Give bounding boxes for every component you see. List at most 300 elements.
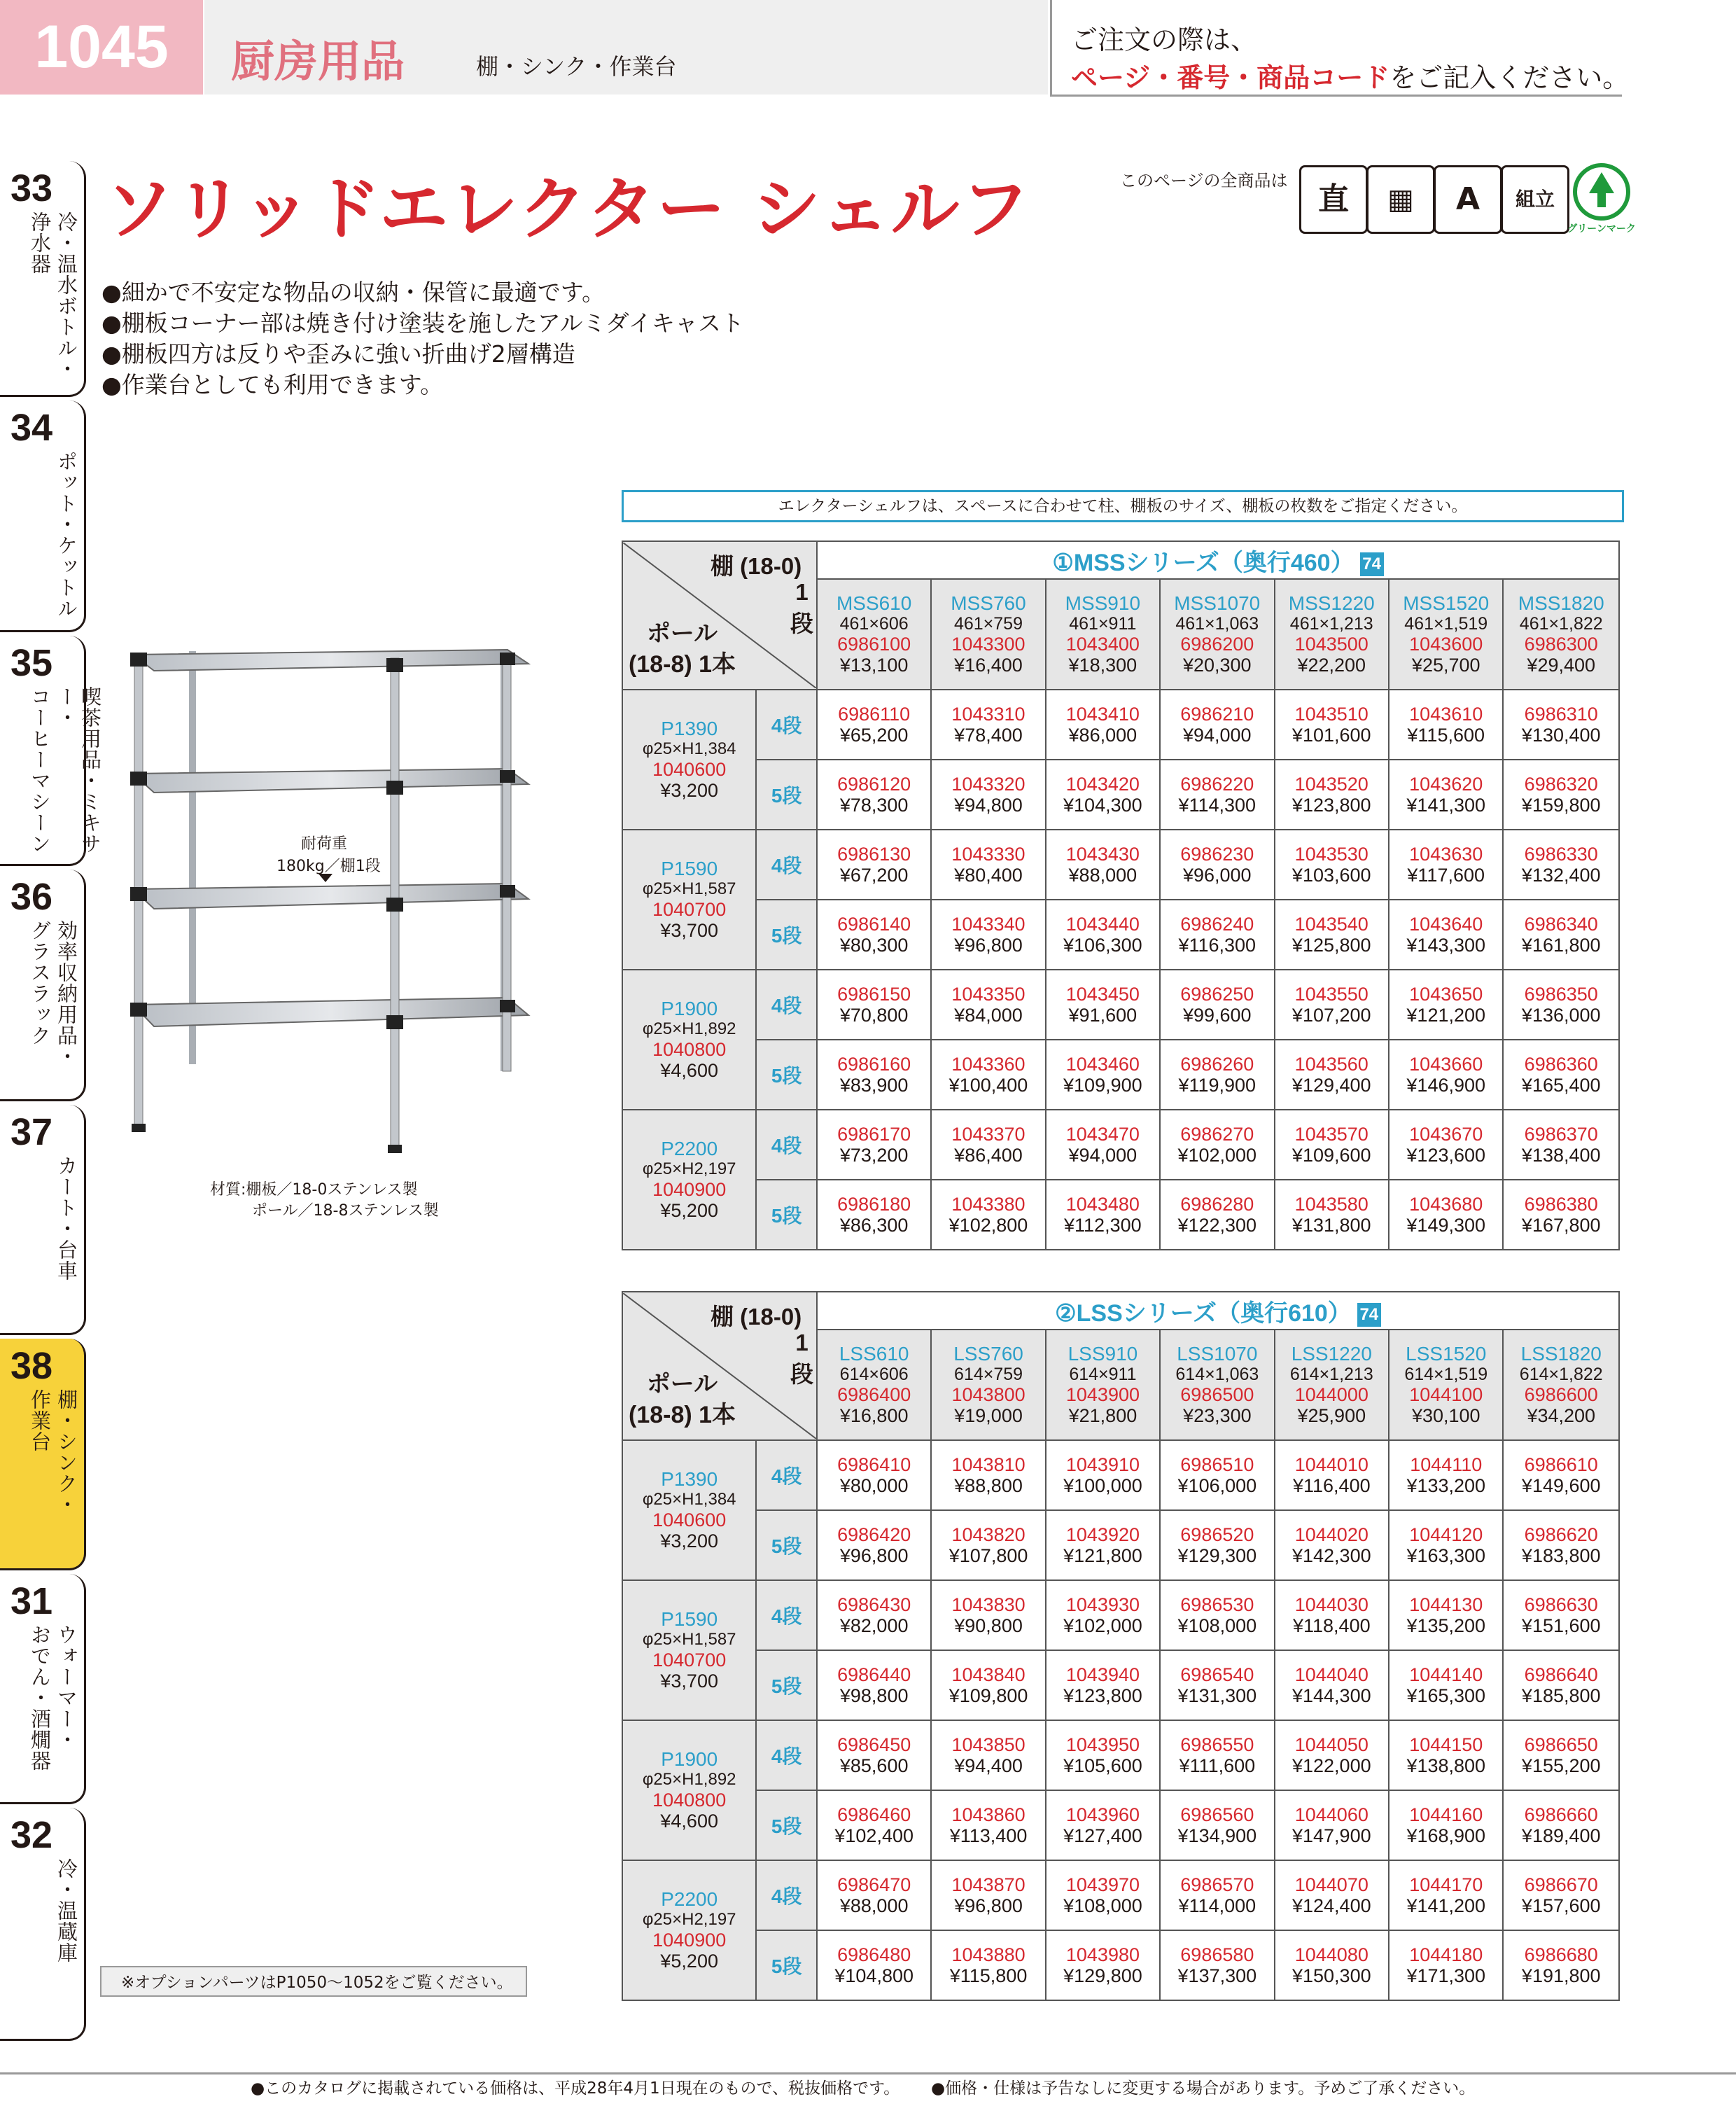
- step-count: 4段: [756, 970, 817, 1040]
- pole-code: P2200: [661, 1138, 718, 1159]
- set-price-cell: [1275, 690, 1389, 760]
- set-product-code: 1044050: [1294, 1734, 1368, 1755]
- index-tab-number: 37: [10, 1111, 53, 1153]
- set-price: ¥149,600: [1521, 1475, 1601, 1496]
- set-price: ¥106,000: [1177, 1475, 1257, 1496]
- set-price-cell: [1389, 1580, 1503, 1650]
- table-row: [622, 690, 1619, 760]
- set-product-code: 1043340: [951, 914, 1026, 935]
- set-product-code: 1043320: [951, 774, 1026, 795]
- set-price-cell: [1160, 1930, 1274, 2000]
- pole-cell: [622, 690, 756, 830]
- set-product-code: 6986250: [1180, 984, 1254, 1005]
- model-size: 461×1,822: [1519, 614, 1603, 634]
- set-product-code: 1044040: [1294, 1664, 1368, 1685]
- set-price-cell: [1160, 760, 1274, 830]
- table-row: [622, 1510, 1619, 1580]
- set-price-cell: [931, 900, 1045, 970]
- set-price: ¥191,800: [1521, 1965, 1601, 1986]
- set-price-cell: [1046, 690, 1160, 760]
- set-product-code: 1043640: [1409, 914, 1483, 935]
- model-price: ¥25,900: [1297, 1405, 1366, 1426]
- set-product-code: 1044120: [1409, 1524, 1483, 1545]
- set-product-code: 1043950: [1065, 1734, 1140, 1755]
- set-product-code: 6986170: [837, 1124, 911, 1145]
- set-product-code: 6986520: [1180, 1524, 1254, 1545]
- pole-price: ¥3,200: [660, 780, 718, 801]
- index-tab-38: [0, 1339, 86, 1570]
- set-product-code: 1043670: [1409, 1124, 1483, 1145]
- step-count: 5段: [756, 1040, 817, 1110]
- step-count: 4段: [756, 1440, 817, 1510]
- model-price: ¥20,300: [1182, 655, 1252, 676]
- table-row: [622, 1180, 1619, 1250]
- index-tab-label: 冷・温水ボトル・: [55, 211, 78, 379]
- pole-cell: [622, 1720, 756, 1860]
- set-product-code: 1043880: [951, 1944, 1026, 1965]
- set-product-code: 1043460: [1065, 1054, 1140, 1075]
- set-price-cell: [1275, 1440, 1389, 1510]
- model-product-code: 1043600: [1409, 634, 1483, 655]
- footer-note-changes: ●価格・仕様は予告なしに変更する場合があります。予めご了承ください。: [931, 2079, 1476, 2098]
- step-count: 5段: [756, 760, 817, 830]
- index-tab-label: ポット・ケットル: [55, 451, 78, 619]
- selection-notice: エレクターシェルフは、スペースに合わせて柱、棚板のサイズ、棚板の枚数をご指定ください。: [622, 490, 1624, 522]
- set-price: ¥86,400: [954, 1145, 1023, 1166]
- set-price-cell: [1046, 1650, 1160, 1720]
- table-row: [622, 1790, 1619, 1860]
- set-price-cell: [1389, 1110, 1503, 1180]
- set-product-code: 1043520: [1294, 774, 1368, 795]
- set-price: ¥96,000: [1182, 865, 1252, 886]
- set-product-code: 6986630: [1524, 1594, 1598, 1615]
- model-cell: [817, 1330, 931, 1440]
- index-tab-label: 棚・シンク・: [55, 1389, 78, 1515]
- set-product-code: 1043680: [1409, 1194, 1483, 1215]
- set-price: ¥116,300: [1178, 935, 1256, 956]
- material-shelf: 材質:棚板／18-0ステンレス製: [210, 1181, 418, 1199]
- set-product-code: 6986240: [1180, 914, 1254, 935]
- set-price-cell: [1503, 1790, 1619, 1860]
- set-product-code: 1044030: [1294, 1594, 1368, 1615]
- set-price-cell: [1503, 1110, 1619, 1180]
- set-price-cell: [931, 1040, 1045, 1110]
- set-price: ¥121,800: [1063, 1545, 1142, 1566]
- set-price-cell: [1046, 1720, 1160, 1790]
- model-price: ¥25,700: [1411, 655, 1480, 676]
- set-price: ¥141,200: [1406, 1895, 1486, 1916]
- pole-size: φ25×H1,384: [642, 1490, 736, 1509]
- model-code: MSS910: [1065, 592, 1141, 614]
- set-price-cell: [1275, 1720, 1389, 1790]
- set-product-code: 6986130: [837, 844, 911, 865]
- set-product-code: 6986570: [1180, 1874, 1254, 1895]
- set-price: ¥90,800: [954, 1615, 1023, 1636]
- set-product-code: 6986220: [1180, 774, 1254, 795]
- table-row: [622, 1860, 1619, 1930]
- table-row: [622, 1040, 1619, 1110]
- green-mark-icon: [1565, 162, 1638, 235]
- table-row: [622, 1720, 1619, 1790]
- set-price-cell: [1160, 1790, 1274, 1860]
- set-price: ¥122,000: [1292, 1755, 1371, 1776]
- set-price: ¥147,900: [1292, 1825, 1371, 1846]
- set-price: ¥134,900: [1177, 1825, 1257, 1846]
- set-product-code: 1043850: [951, 1734, 1026, 1755]
- pole-label-b: (18-8) 1本: [629, 1402, 736, 1428]
- set-price-cell: [1503, 1440, 1619, 1510]
- pole-size: φ25×H1,892: [642, 1019, 736, 1038]
- pole-size: φ25×H1,587: [642, 1630, 736, 1649]
- set-price: ¥88,000: [1068, 865, 1138, 886]
- set-product-code: 6986640: [1524, 1664, 1598, 1685]
- set-price-cell: [1389, 1860, 1503, 1930]
- set-price: ¥109,600: [1292, 1145, 1371, 1166]
- set-price: ¥167,800: [1521, 1215, 1601, 1236]
- step-count: 5段: [756, 1510, 817, 1580]
- set-product-code: 1043860: [951, 1804, 1026, 1825]
- direct-ship-icon: 直: [1299, 165, 1368, 234]
- set-price-cell: [1160, 1720, 1274, 1790]
- set-product-code: 1044060: [1294, 1804, 1368, 1825]
- page-ref-badge: 74: [1360, 552, 1384, 576]
- model-code: LSS610: [839, 1343, 909, 1365]
- set-price: ¥96,800: [954, 1895, 1023, 1916]
- set-price: ¥123,800: [1063, 1685, 1142, 1706]
- set-price: ¥165,300: [1406, 1685, 1486, 1706]
- pole-cell: [622, 830, 756, 970]
- order-notice-rest: をご記入ください。: [1390, 62, 1630, 93]
- set-product-code: 6986470: [837, 1874, 911, 1895]
- set-price-cell: [817, 1720, 931, 1790]
- pole-price: ¥4,600: [660, 1811, 718, 1832]
- set-price-cell: [1160, 1040, 1274, 1110]
- set-price: ¥86,000: [1068, 725, 1138, 746]
- set-product-code: 6986530: [1180, 1594, 1254, 1615]
- set-price-cell: [1160, 1110, 1274, 1180]
- pole-product-code: 1040900: [652, 1179, 727, 1200]
- set-price: ¥113,400: [949, 1825, 1028, 1846]
- set-price: ¥114,300: [1178, 795, 1256, 816]
- pole-product-code: 1040800: [652, 1039, 727, 1060]
- model-size: 614×1,519: [1404, 1365, 1488, 1384]
- step-count: 5段: [756, 1930, 817, 2000]
- green-mark-label: グリーンマーク: [1567, 223, 1636, 235]
- set-product-code: 1043940: [1065, 1664, 1140, 1685]
- set-product-code: 6986280: [1180, 1194, 1254, 1215]
- model-cell: [1046, 579, 1160, 690]
- index-tab-33: [0, 161, 86, 397]
- page-ref-badge: 74: [1357, 1303, 1381, 1327]
- order-notice-line1: ご注文の際は、: [1071, 25, 1258, 55]
- set-price-cell: [931, 1650, 1045, 1720]
- set-price-cell: [1160, 830, 1274, 900]
- set-price: ¥82,000: [839, 1615, 909, 1636]
- set-product-code: 1043960: [1065, 1804, 1140, 1825]
- set-product-code: 6986650: [1524, 1734, 1598, 1755]
- set-product-code: 1043480: [1065, 1194, 1140, 1215]
- set-price: ¥131,300: [1177, 1685, 1257, 1706]
- model-product-code: 6986600: [1524, 1384, 1598, 1405]
- set-price-cell: [817, 1110, 931, 1180]
- set-price-cell: [931, 970, 1045, 1040]
- set-price-cell: [931, 760, 1045, 830]
- index-tab-34: [0, 400, 86, 632]
- set-price-cell: [1160, 970, 1274, 1040]
- set-price-cell: [817, 1180, 931, 1250]
- set-product-code: 6986410: [837, 1454, 911, 1475]
- index-tab-label: おでん・酒燗器: [28, 1624, 52, 1771]
- set-price-cell: [1046, 900, 1160, 970]
- set-price: ¥163,300: [1406, 1545, 1486, 1566]
- set-price: ¥109,800: [948, 1685, 1028, 1706]
- model-cell: [1503, 579, 1619, 690]
- set-price-cell: [1389, 1930, 1503, 2000]
- set-price-cell: [1160, 690, 1274, 760]
- set-product-code: 6986680: [1524, 1944, 1598, 1965]
- series-name: ②LSSシリーズ（奥行610）: [1055, 1299, 1352, 1327]
- model-code: LSS1520: [1406, 1343, 1487, 1365]
- footer-note-prices: ●このカタログに掲載されている価格は、平成28年4月1日現在のもので、税抜価格です。: [251, 2079, 900, 2098]
- set-product-code: 6986260: [1180, 1054, 1254, 1075]
- set-price: ¥168,900: [1406, 1825, 1486, 1846]
- step-count: 4段: [756, 1860, 817, 1930]
- set-price-cell: [1389, 760, 1503, 830]
- set-product-code: 1044010: [1294, 1454, 1368, 1475]
- set-price-cell: [1503, 830, 1619, 900]
- pole-size: φ25×H1,384: [642, 739, 736, 758]
- index-tab-label: ウォーマー・: [55, 1624, 78, 1750]
- set-product-code: 1044150: [1409, 1734, 1483, 1755]
- set-price: ¥107,800: [948, 1545, 1028, 1566]
- step-count: 4段: [756, 830, 817, 900]
- pole-cell: [622, 970, 756, 1110]
- model-product-code: 6986300: [1524, 634, 1598, 655]
- set-price: ¥83,900: [839, 1075, 909, 1096]
- model-cell: [1389, 579, 1503, 690]
- pole-size: φ25×H1,892: [642, 1770, 736, 1789]
- set-price: ¥98,800: [839, 1685, 909, 1706]
- set-price-cell: [1046, 830, 1160, 900]
- pole-price: ¥4,600: [660, 1060, 718, 1081]
- index-tab-number: 33: [10, 167, 53, 209]
- pole-price: ¥3,200: [660, 1530, 718, 1551]
- set-price: ¥78,400: [954, 725, 1023, 746]
- set-price: ¥94,400: [954, 1755, 1023, 1776]
- calculator-icon: ▦: [1366, 165, 1435, 234]
- pole-label-a: ポール: [646, 1371, 718, 1397]
- step-count: 5段: [756, 1180, 817, 1250]
- table-row: [622, 970, 1619, 1040]
- set-product-code: 1043970: [1065, 1874, 1140, 1895]
- model-product-code: 1043300: [951, 634, 1026, 655]
- model-product-code: 1044100: [1409, 1384, 1483, 1405]
- set-price: ¥150,300: [1292, 1965, 1371, 1986]
- set-product-code: 1043330: [951, 844, 1026, 865]
- pole-product-code: 1040800: [652, 1790, 727, 1811]
- set-price-cell: [931, 1930, 1045, 2000]
- model-size: 461×1,519: [1404, 614, 1488, 634]
- model-cell: [1275, 1330, 1389, 1440]
- set-product-code: 1043920: [1065, 1524, 1140, 1545]
- step-count: 5段: [756, 1790, 817, 1860]
- set-price: ¥104,300: [1063, 795, 1142, 816]
- set-price: ¥94,000: [1068, 1145, 1138, 1166]
- set-price-cell: [1275, 970, 1389, 1040]
- model-product-code: 1043400: [1065, 634, 1140, 655]
- set-price-cell: [1046, 1790, 1160, 1860]
- index-tab-label: 喫茶用品・ミキサー・: [55, 686, 102, 854]
- set-price: ¥84,000: [954, 1005, 1023, 1026]
- set-product-code: 6986330: [1524, 844, 1598, 865]
- set-product-code: 6986670: [1524, 1874, 1598, 1895]
- set-price: ¥146,900: [1406, 1075, 1486, 1096]
- set-price-cell: [1046, 1510, 1160, 1580]
- set-price: ¥105,600: [1063, 1755, 1142, 1776]
- set-price-cell: [1275, 1860, 1389, 1930]
- model-size: 461×1,213: [1289, 614, 1373, 634]
- step-count: 5段: [756, 1650, 817, 1720]
- set-product-code: 6986370: [1524, 1124, 1598, 1145]
- set-product-code: 6986430: [837, 1594, 911, 1615]
- pole-size: φ25×H2,197: [642, 1159, 736, 1178]
- set-product-code: 6986610: [1524, 1454, 1598, 1475]
- set-price-cell: [931, 1180, 1045, 1250]
- set-product-code: 1043610: [1409, 704, 1483, 725]
- set-price: ¥109,900: [1063, 1075, 1142, 1096]
- set-price-cell: [1046, 1040, 1160, 1110]
- set-product-code: 1043910: [1065, 1454, 1140, 1475]
- model-product-code: 1043500: [1294, 634, 1368, 655]
- set-price: ¥103,600: [1292, 865, 1371, 886]
- model-cell: [1160, 1330, 1274, 1440]
- model-code: LSS910: [1068, 1343, 1138, 1365]
- model-size: 461×759: [953, 614, 1023, 634]
- set-product-code: 6986120: [837, 774, 911, 795]
- model-code: MSS1820: [1518, 592, 1604, 614]
- load-value: 180kg／棚1段: [276, 858, 381, 875]
- set-price: ¥102,000: [1063, 1615, 1142, 1636]
- set-price-cell: [1275, 830, 1389, 900]
- index-tab-35: [0, 636, 102, 866]
- set-price: ¥135,200: [1406, 1615, 1486, 1636]
- set-price-cell: [1275, 1040, 1389, 1110]
- set-product-code: 6986380: [1524, 1194, 1598, 1215]
- set-price-cell: [1275, 1510, 1389, 1580]
- model-cell: [1160, 579, 1274, 690]
- model-code: LSS1820: [1520, 1343, 1602, 1365]
- set-price-cell: [1503, 1720, 1619, 1790]
- step-count: 4段: [756, 1110, 817, 1180]
- pole-price: ¥5,200: [660, 1200, 718, 1221]
- set-product-code: 1043620: [1409, 774, 1483, 795]
- feature-1: ●細かで不安定な物品の収納・保管に最適です。: [102, 279, 606, 306]
- set-price-cell: [1503, 970, 1619, 1040]
- set-price-cell: [1046, 1110, 1160, 1180]
- pole-code: P2200: [661, 1888, 718, 1910]
- table-row: [622, 1650, 1619, 1720]
- model-size: 461×606: [839, 614, 909, 634]
- set-product-code: 1044160: [1409, 1804, 1483, 1825]
- model-size: 614×1,213: [1289, 1365, 1373, 1384]
- pole-size: φ25×H2,197: [642, 1910, 736, 1929]
- assembly-icon: 組立: [1501, 165, 1569, 234]
- set-price: ¥155,200: [1521, 1755, 1601, 1776]
- model-product-code: 6986400: [837, 1384, 911, 1405]
- set-price-cell: [817, 830, 931, 900]
- model-product-code: 1043800: [951, 1384, 1026, 1405]
- set-price: ¥142,300: [1292, 1545, 1371, 1566]
- set-price-cell: [931, 1510, 1045, 1580]
- set-price: ¥114,000: [1178, 1895, 1256, 1916]
- set-price: ¥161,800: [1521, 935, 1601, 956]
- pole-product-code: 1040600: [652, 759, 727, 780]
- set-price-cell: [1389, 1040, 1503, 1110]
- set-product-code: 6986480: [837, 1944, 911, 1965]
- set-price-cell: [1160, 1860, 1274, 1930]
- index-tab-label: 効率収納用品・: [55, 920, 78, 1067]
- set-price-cell: [931, 690, 1045, 760]
- set-price: ¥106,300: [1063, 935, 1142, 956]
- model-size: 461×1,063: [1175, 614, 1259, 634]
- set-price: ¥99,600: [1182, 1005, 1252, 1026]
- feature-3: ●棚板四方は反りや歪みに強い折曲げ2層構造: [102, 340, 575, 368]
- set-product-code: 1044140: [1409, 1664, 1483, 1685]
- model-product-code: 6986500: [1180, 1384, 1254, 1405]
- set-product-code: 1043370: [951, 1124, 1026, 1145]
- set-price: ¥115,600: [1407, 725, 1485, 746]
- set-price: ¥96,800: [839, 1545, 909, 1566]
- set-price: ¥136,000: [1521, 1005, 1601, 1026]
- set-product-code: 1043540: [1294, 914, 1368, 935]
- set-product-code: 1043830: [951, 1594, 1026, 1615]
- model-product-code: 6986200: [1180, 634, 1254, 655]
- set-product-code: 1044070: [1294, 1874, 1368, 1895]
- table-row: [622, 1580, 1619, 1650]
- set-price-cell: [817, 760, 931, 830]
- model-code: MSS610: [836, 592, 912, 614]
- model-cell: [931, 579, 1045, 690]
- model-price: ¥19,000: [954, 1405, 1023, 1426]
- model-size: 614×759: [954, 1365, 1023, 1384]
- set-price-cell: [1389, 1650, 1503, 1720]
- set-price-cell: [1275, 1790, 1389, 1860]
- set-product-code: 6986540: [1180, 1664, 1254, 1685]
- model-price: ¥18,300: [1068, 655, 1138, 676]
- set-price-cell: [1389, 1720, 1503, 1790]
- order-notice-emphasis: ページ・番号・商品コード: [1071, 62, 1390, 93]
- set-price-cell: [1503, 1860, 1619, 1930]
- set-price: ¥116,400: [1292, 1475, 1371, 1496]
- set-price: ¥78,300: [839, 795, 909, 816]
- order-notice-line2: [1071, 56, 1629, 95]
- one-step-label: 1段: [790, 1330, 813, 1387]
- index-tab-label: 冷・温蔵庫: [55, 1858, 78, 1963]
- set-product-code: 1043820: [951, 1524, 1026, 1545]
- model-price: ¥34,200: [1527, 1405, 1596, 1426]
- product-title: ソリッドエレクター シェルフ: [105, 169, 1031, 249]
- model-price: ¥22,200: [1297, 655, 1366, 676]
- set-price: ¥70,800: [839, 1005, 909, 1026]
- set-product-code: 1043980: [1065, 1944, 1140, 1965]
- set-price: ¥132,400: [1521, 865, 1601, 886]
- pole-code: P1390: [661, 1468, 718, 1490]
- set-price-cell: [1160, 1580, 1274, 1650]
- set-product-code: 6986620: [1524, 1524, 1598, 1545]
- set-price: ¥124,400: [1292, 1895, 1371, 1916]
- set-product-code: 1043410: [1065, 704, 1140, 725]
- model-product-code: 1044000: [1294, 1384, 1368, 1405]
